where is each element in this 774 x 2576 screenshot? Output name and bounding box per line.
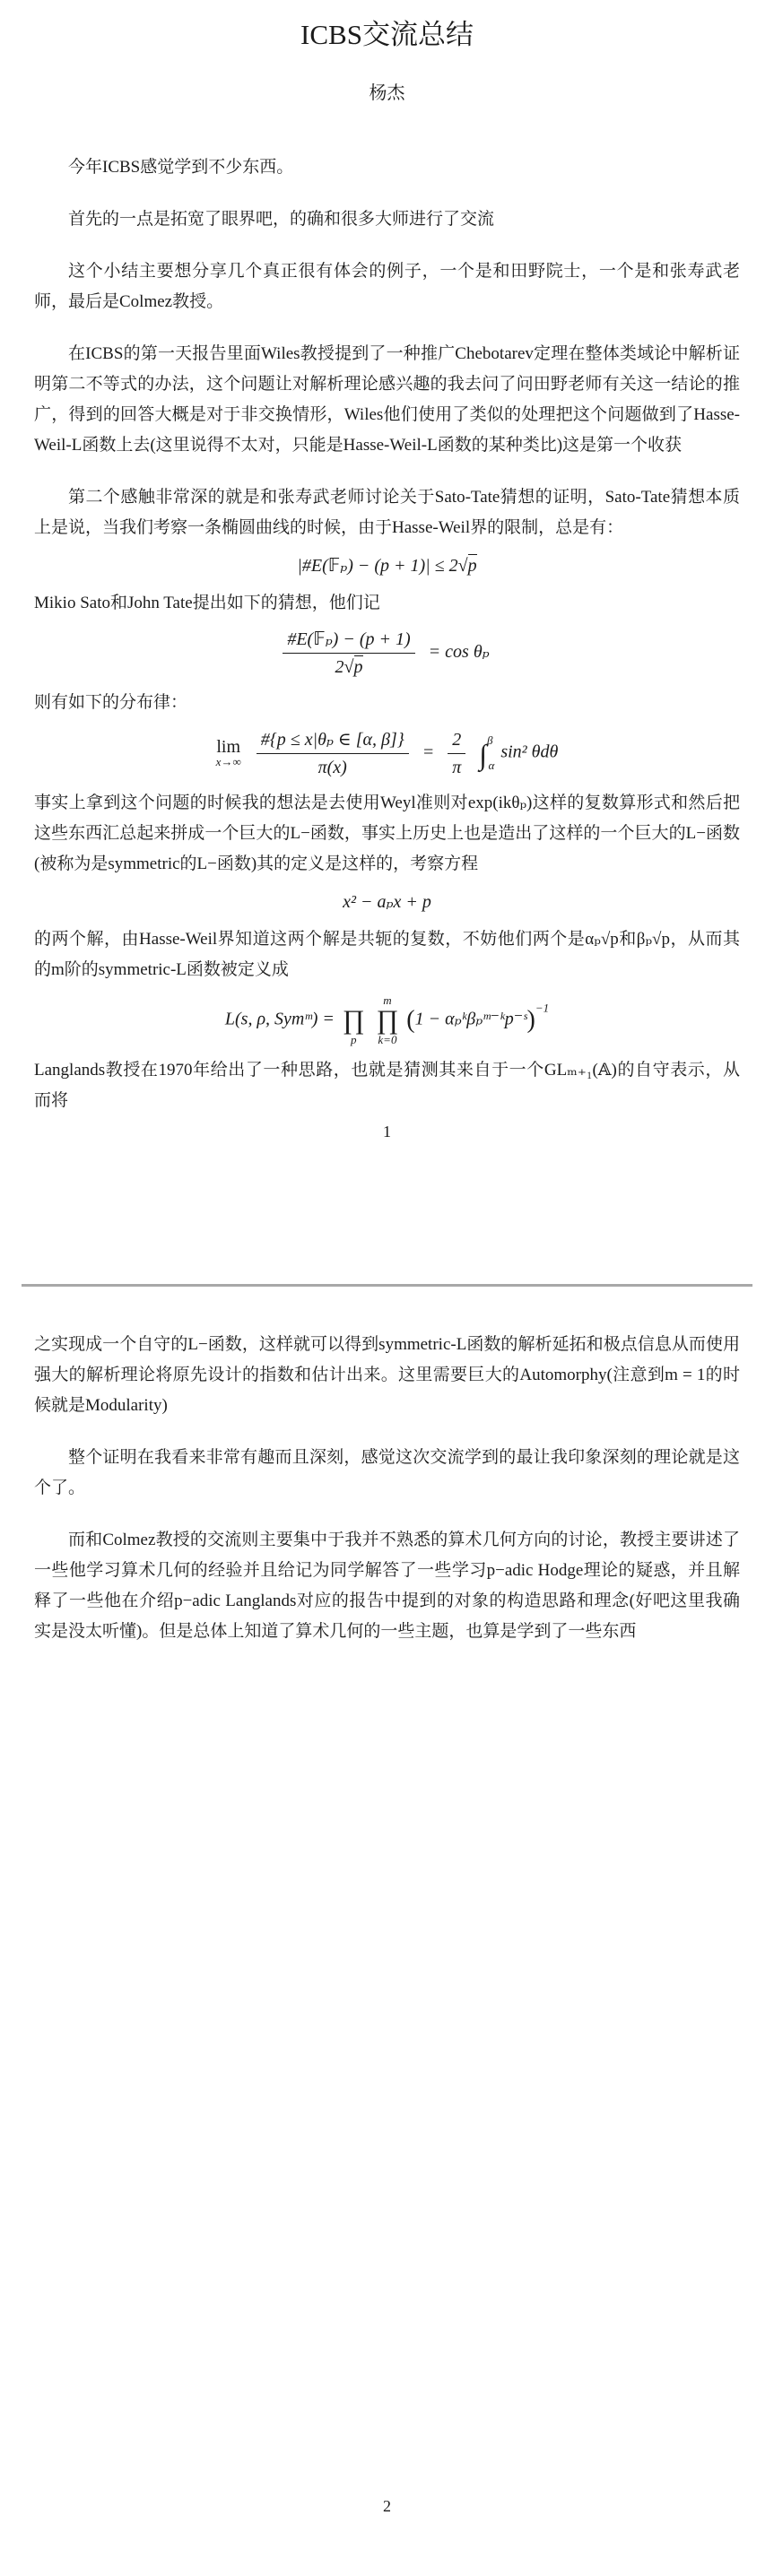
close-paren: ) <box>526 1006 535 1034</box>
paragraph-distribution-law: 则有如下的分布律： <box>34 693 188 712</box>
euler-factor: 1 − αₚᵏβₚᵐ⁻ᵏp⁻ˢ <box>414 1009 527 1029</box>
paragraph-conjugate-roots: 的两个解，由Hasse-Weil界知道这两个解是共轭的复数，不妨他们两个是αₚ√p和βₚ√p，从而其的m阶的symmetric-L函数被定义成 <box>34 930 740 979</box>
fraction-denominator <box>283 654 414 679</box>
sqrt-radicand: p <box>467 556 477 576</box>
sqrt-symbol: √ <box>457 556 468 576</box>
equals-sign: = <box>422 742 435 762</box>
fraction-numerator: #{p ≤ x|θₚ ∈ [α, β]} <box>257 728 409 754</box>
denominator-radicand: p <box>353 657 363 677</box>
formula-hasse-weil-pre: |#E(𝔽ₚ) − (p + 1)| ≤ 2 <box>297 556 458 576</box>
document-title: ICBS交流总结 <box>300 19 474 50</box>
integral-upper-limit: β <box>487 733 493 747</box>
fraction-denominator: π <box>452 757 462 777</box>
denominator-pre: 2√ <box>335 657 354 677</box>
limit-symbol: lim <box>216 737 241 757</box>
integral-lower-limit: α <box>488 759 495 772</box>
open-paren: ( <box>406 1006 415 1034</box>
page-1-content <box>0 0 774 1116</box>
product-symbol: ∏ <box>376 1005 399 1035</box>
limit-operator <box>216 738 241 768</box>
integral-symbol: ∫ <box>479 738 488 771</box>
fraction-numerator: 2 <box>448 728 465 754</box>
formula-lhs: L(s, ρ, Symᵐ) = <box>224 1009 335 1029</box>
formula-cos-theta <box>34 628 740 679</box>
paragraph-intro: 今年ICBS感觉学到不少东西。 <box>68 158 294 177</box>
fraction-numerator: #E(𝔽ₚ) − (p + 1) <box>283 628 414 654</box>
paragraph-langlands: Langlands教授在1970年给出了一种思路，也就是猜测其来自于一个GLₘ₊₁(𝔸)的自守表示，从而将 <box>34 1061 740 1110</box>
exponent: −1 <box>535 1001 550 1015</box>
product-symbol: ∏ <box>342 1005 365 1035</box>
product-lower-limit: p <box>350 1033 357 1046</box>
page-2-content <box>0 1287 774 1647</box>
paragraph-weyl-criterion: 事实上拿到这个问题的时候我的想法是去使用Weyl准则对exp(ikθₚ)这样的复数算形式和然后把这些东西汇总起来拼成一个巨大的L−函数，事实上历史上也是造出了这样的一个巨大的L−函数(被称为是symmetric的L−函数)其的定义是这样的，考察方程 <box>34 794 740 873</box>
product-lower-limit: k=0 <box>378 1033 397 1046</box>
paragraph-colmez: 而和Colmez教授的交流则主要集中于我并不熟悉的算术几何方向的讨论，教授主要讲述了一些他学习算术几何的经验并且给记为同学解答了一些学习p−adic Hodge理论的疑惑，并且解释了一些他在介绍p−adic Langlands对应的报告中提到的对象的构造思路和理念(好吧这里我确实是没太听懂)。但是总体上知道了算术几何的一些主题，也算是学到了一些东西 <box>34 1531 740 1641</box>
fraction-denominator: π(x) <box>317 757 347 777</box>
paragraph-automorphy: 之实现成一个自守的L−函数，这样就可以得到symmetric-L函数的解析延拓和极点信息从而使用强大的解析理论将原先设计的指数和估计出来。这里需要巨大的Automorphy(注意到m = 1的时候就是Modularity) <box>34 1335 740 1415</box>
paragraph-sato-tate-intro: 第二个感触非常深的就是和张寿武老师讨论关于Sato-Tate猜想的证明，Sato-Tate猜想本质上是说，当我们考察一条椭圆曲线的时候，由于Hasse-Weil界的限制，总是有： <box>34 488 740 537</box>
paragraph-wiles-chebotarev: 在ICBS的第一天报告里面Wiles教授提到了一种推广Chebotarev定理在整体类域论中解析证明第二不等式的办法，这个问题让对解析理论感兴趣的我去问了问田野老师有关这一结论的推广，得到的回答大概是对于非交换情形，Wiles他们使用了类似的处理把这个问题做到了Hasse-Weil-L函数上去(这里说得不太对，只能是Hasse-Weil-L函数的某种类比)这是第一个收获 <box>34 344 740 455</box>
document-page-2 <box>0 1287 774 2576</box>
fraction-two-pi <box>448 728 465 779</box>
limit-subscript: x→∞ <box>215 755 241 768</box>
paragraph-summary-examples: 这个小结主要想分享几个真正很有体会的例子，一个是和田野院士，一个是和张寿武老师，最后是Colmez教授。 <box>34 262 740 311</box>
formula-distribution <box>34 727 740 779</box>
fraction <box>283 628 414 679</box>
fraction <box>257 728 409 779</box>
document-page-1 <box>0 0 774 1284</box>
page-number-2: 2 <box>383 2497 391 2515</box>
paragraph-sato-tate-conjecture: Mikio Sato和John Tate提出如下的猜想，他们记 <box>34 594 380 612</box>
product-operator-k <box>377 994 399 1046</box>
formula-hasse-weil-bound <box>34 552 740 579</box>
paragraph-impression: 整个证明在我看来非常有趣而且深刻，感觉这次交流学到的最让我印象深刻的理论就是这个了。 <box>34 1448 740 1497</box>
product-operator-p <box>343 994 365 1046</box>
formula-symmetric-l <box>34 994 740 1046</box>
page-number-1: 1 <box>383 1123 391 1141</box>
integrand: sin² θdθ <box>500 742 559 762</box>
formula-rhs: = cos θₚ <box>428 642 490 663</box>
formula-quadratic: x² − aₚx + p <box>343 892 431 912</box>
integral <box>479 727 494 779</box>
paragraph-broaden-horizons: 首先的一点是拓宽了眼界吧，的确和很多大师进行了交流 <box>68 210 495 229</box>
document-author: 杨杰 <box>369 83 405 103</box>
product-upper-limit: m <box>383 993 392 1007</box>
